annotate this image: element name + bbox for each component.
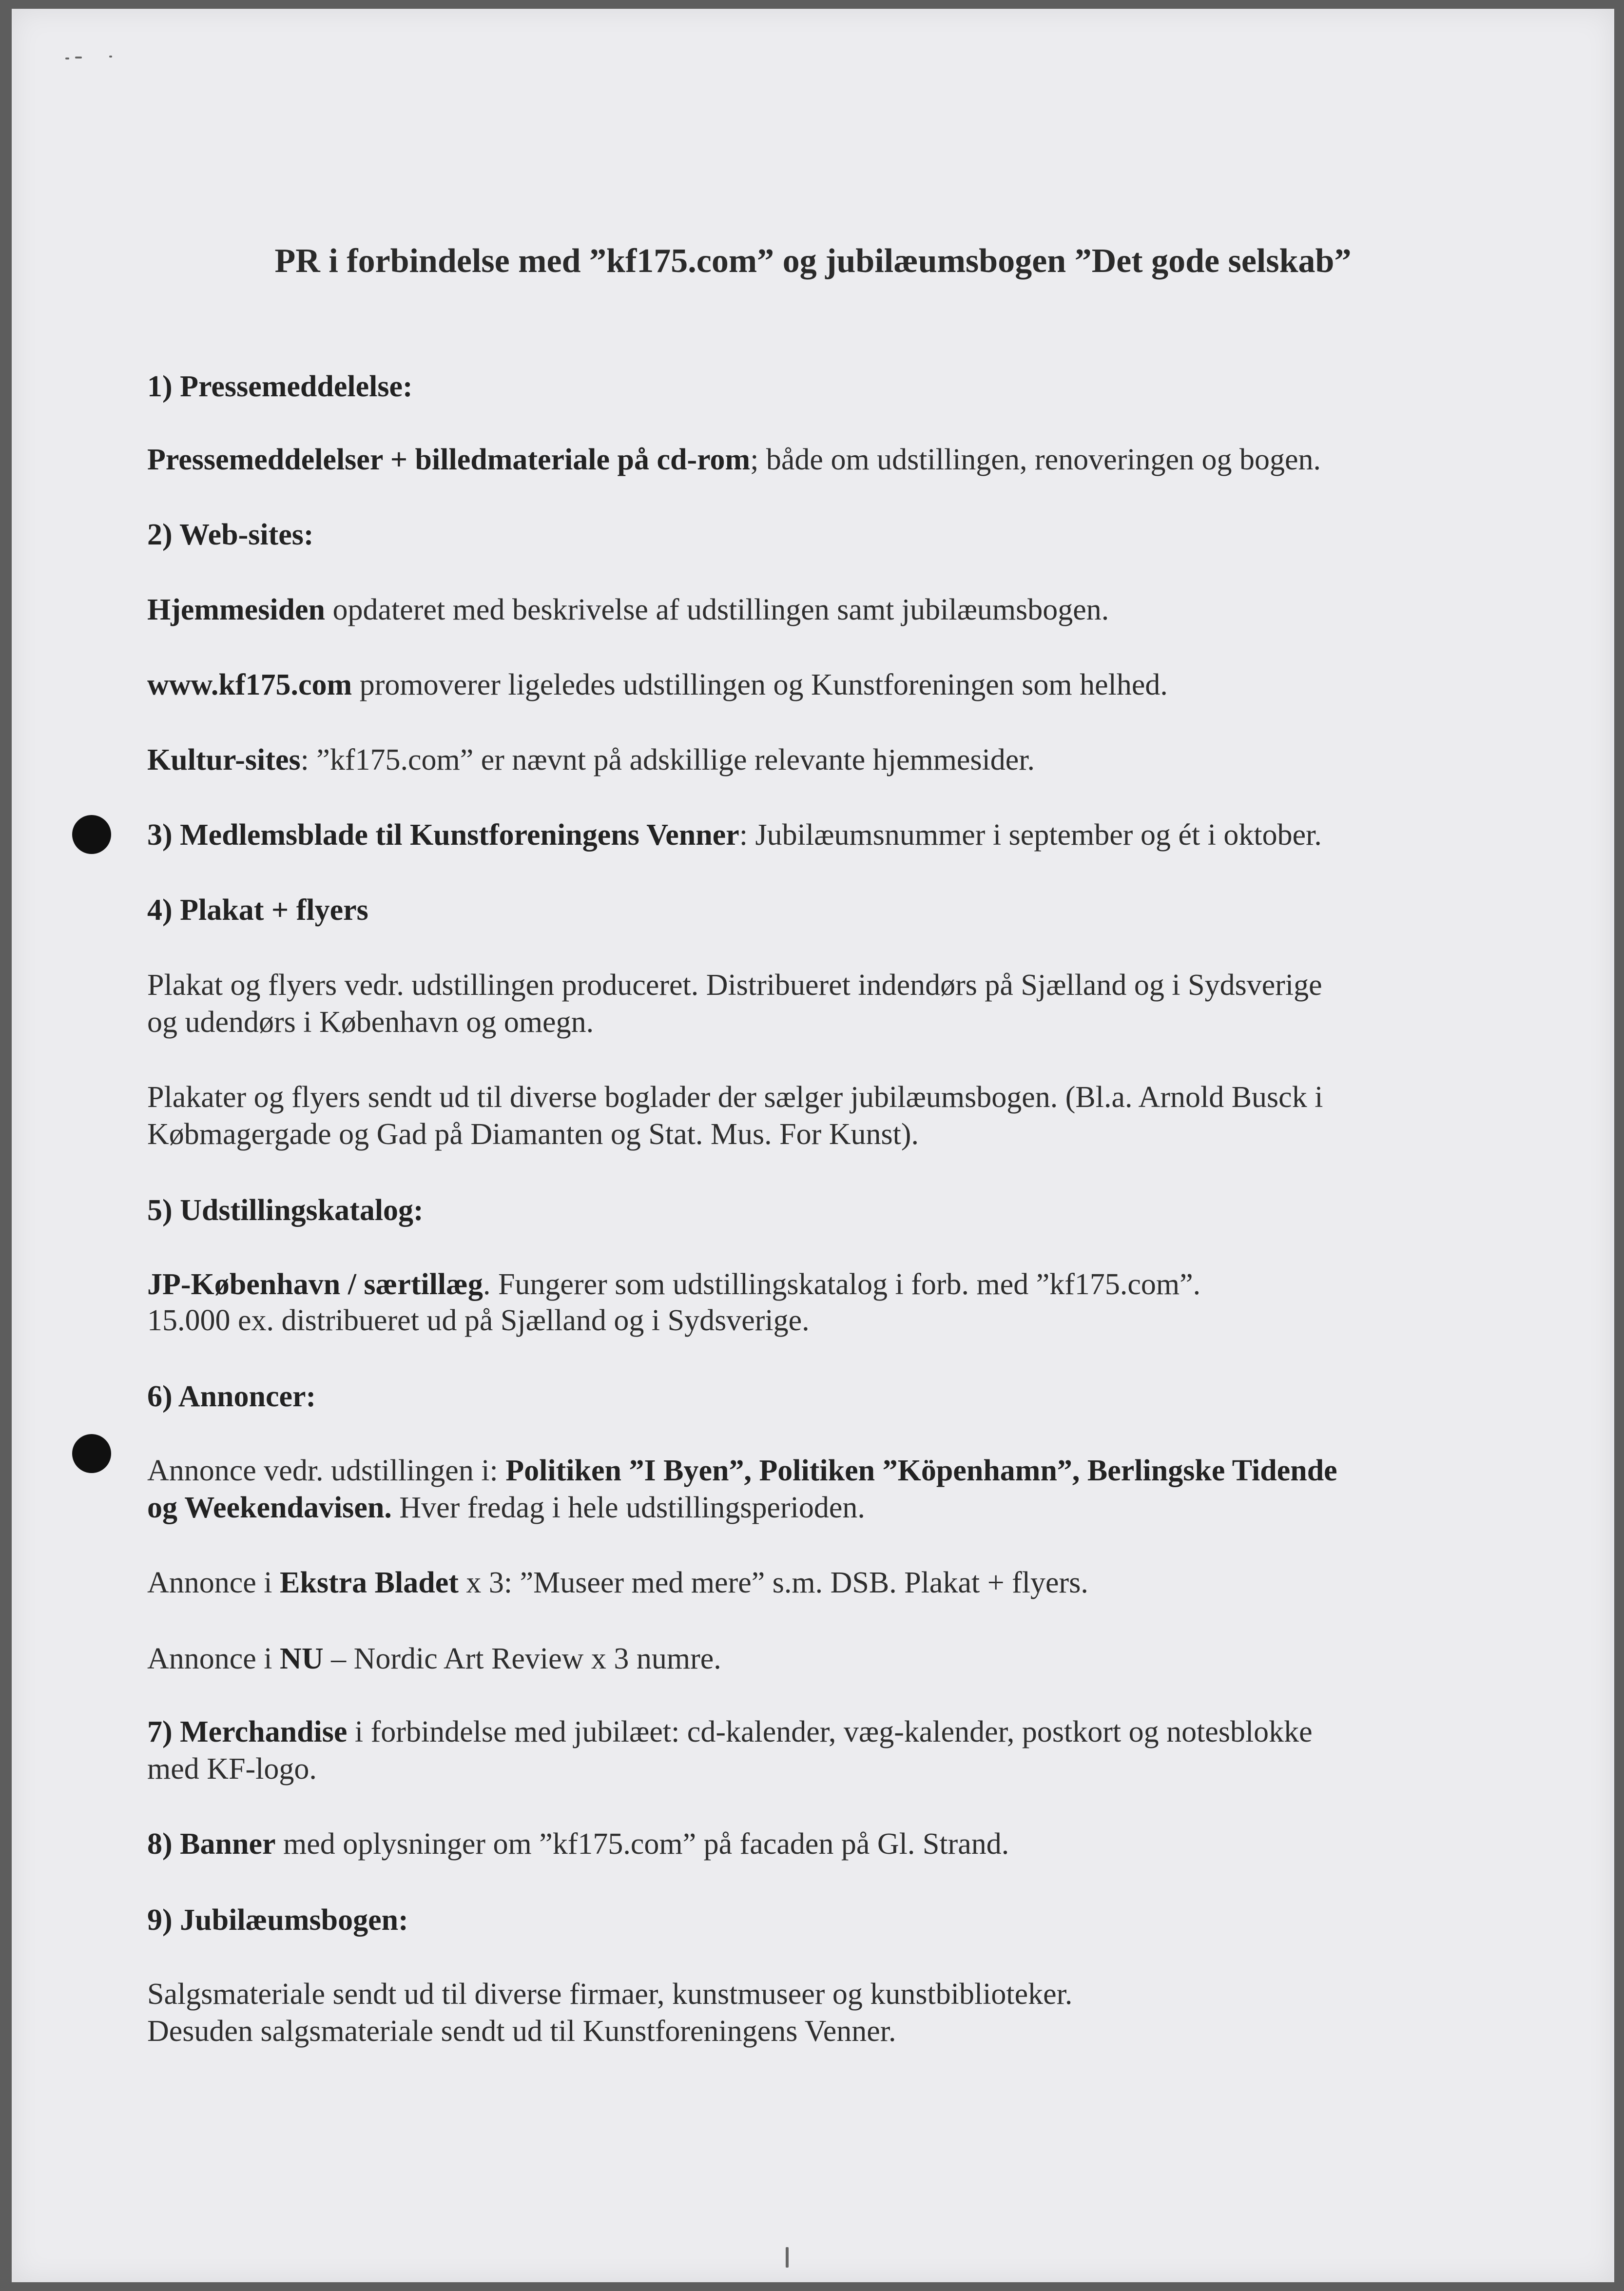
annonce-intro-text: Annonce vedr. udstillingen i: (147, 1454, 506, 1487)
section-4-heading: 4) Plakat + flyers (147, 893, 368, 927)
section-1-paragraph (147, 442, 1321, 478)
jp-kobenhavn-bold: JP-København / særtillæg (147, 1268, 483, 1301)
section-7-line-1 (147, 1714, 1313, 1750)
paper-speck (75, 57, 82, 58)
section-6-heading: 6) Annoncer: (147, 1380, 316, 1413)
section-3-bold: 3) Medlemsblade til Kunstforeningens Venner (147, 818, 739, 852)
paper-speck (109, 56, 112, 58)
document-title: PR i forbindelse med ”kf175.com” og jubilæumsbogen ”Det gode selskab” (274, 242, 1352, 280)
kultur-sites-bold: Kultur-sites (147, 743, 301, 777)
nu-text: – Nordic Art Review x 3 numre. (323, 1642, 721, 1675)
document-page (12, 9, 1614, 2282)
hjemmesiden-bold: Hjemmesiden (147, 593, 326, 626)
paper-speck (65, 58, 69, 59)
punch-hole-bottom (72, 1434, 111, 1473)
nu-pre: Annonce i (147, 1642, 280, 1675)
section-1-heading: 1) Pressemeddelelse: (147, 370, 413, 403)
section-4-p2-line-2: Købmagergade og Gad på Diamanten og Stat. Mus. For Kunst). (147, 1118, 919, 1151)
ekstra-bladet-pre: Annonce i (147, 1566, 280, 1599)
section-7-line-2: med KF-logo. (147, 1752, 317, 1786)
annonce-period-text: Hver fredag i hele udstillingsperioden. (391, 1491, 865, 1524)
section-6-p1-line-2 (147, 1490, 865, 1526)
section-3-paragraph (147, 817, 1322, 853)
section-6-paragraph-3 (147, 1641, 721, 1677)
section-8-paragraph (147, 1826, 1009, 1862)
section-5-line-1 (147, 1266, 1200, 1302)
banner-bold: 8) Banner (147, 1827, 276, 1861)
ekstra-bladet-bold: Ekstra Bladet (280, 1566, 459, 1599)
merchandise-bold: 7) Merchandise (147, 1715, 348, 1748)
nu-bold: NU (280, 1642, 324, 1675)
weekendavisen-bold: og Weekendavisen. (147, 1491, 392, 1524)
website-url: www.kf175.com (147, 668, 352, 701)
merchandise-text: i forbindelse med jubilæet: cd-kalender, væg-kalender, postkort og notesblokke (347, 1715, 1313, 1748)
jp-kobenhavn-text: . Fungerer som udstillingskatalog i forb. med ”kf175.com”. (483, 1268, 1201, 1301)
section-9-line-1: Salgsmateriale sendt ud til diverse firmaer, kunstmuseer og kunstbiblioteker. (147, 1978, 1073, 2011)
section-3-text: : Jubilæumsnummer i september og ét i oktober. (739, 818, 1322, 852)
section-5-heading: 5) Udstillingskatalog: (147, 1194, 424, 1227)
section-1-bold: Pressemeddelelser + billedmateriale på cd-rom (147, 443, 751, 476)
section-6-p1-line-1 (147, 1453, 1337, 1489)
hjemmesiden-text: opdateret med beskrivelse af udstillingen samt jubilæumsbogen. (325, 593, 1109, 626)
kultur-sites-text: : ”kf175.com” er nævnt på adskillige relevante hjemmesider. (300, 743, 1035, 777)
newspapers-bold: Politiken ”I Byen”, Politiken ”Köpenhamn”, Berlingske Tidende (505, 1454, 1337, 1487)
section-4-p1-line-1: Plakat og flyers vedr. udstillingen produceret. Distribueret indendørs på Sjælland og i Sydsverige (147, 969, 1322, 1002)
section-9-line-2: Desuden salgsmateriale sendt ud til Kunstforeningens Venner. (147, 2015, 896, 2048)
section-2-paragraph-1 (147, 592, 1109, 628)
section-2-paragraph-3 (147, 742, 1035, 778)
section-2-heading: 2) Web-sites: (147, 518, 314, 551)
section-2-paragraph-2 (147, 667, 1168, 703)
section-1-text: ; både om udstillingen, renoveringen og bogen. (750, 443, 1321, 476)
section-6-paragraph-2 (147, 1565, 1088, 1601)
banner-text: med oplysninger om ”kf175.com” på facaden på Gl. Strand. (275, 1827, 1009, 1861)
section-4-p1-line-2: og udendørs i København og omegn. (147, 1006, 594, 1039)
punch-hole-top (72, 815, 111, 854)
paper-speck (786, 2247, 789, 2268)
website-text: promoverer ligeledes udstillingen og Kunstforeningen som helhed. (352, 668, 1168, 701)
section-5-line-2: 15.000 ex. distribueret ud på Sjælland og i Sydsverige. (147, 1304, 810, 1337)
ekstra-bladet-text: x 3: ”Museer med mere” s.m. DSB. Plakat + flyers. (458, 1566, 1088, 1599)
section-4-p2-line-1: Plakater og flyers sendt ud til diverse boglader der sælger jubilæumsbogen. (Bl.a. Arnold Busck i (147, 1081, 1323, 1114)
section-9-heading: 9) Jubilæumsbogen: (147, 1903, 408, 1937)
